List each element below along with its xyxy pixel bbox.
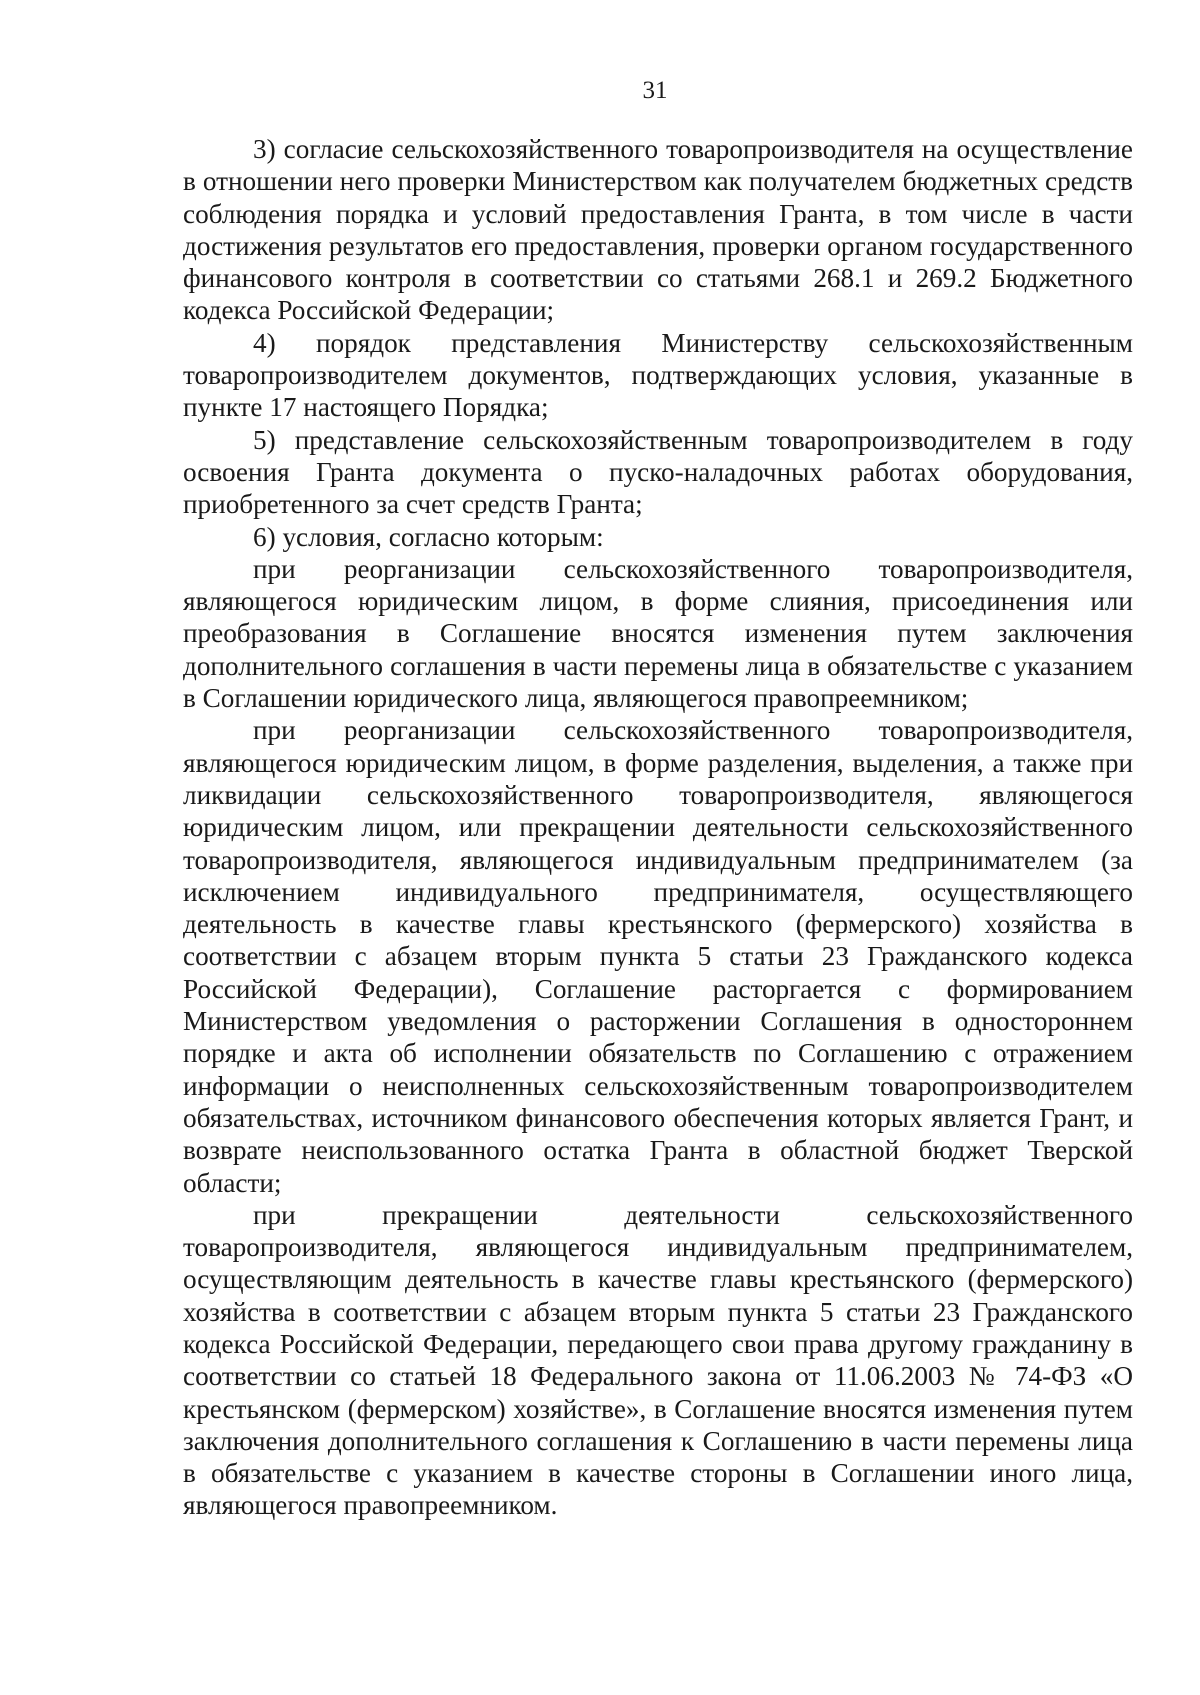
- paragraph-termination-farm-head: при прекращении деятельности сельскохозяйственного товаропроизводителя, являющегося индивидуальным предпринимателем, осуществляющим деятельность в качестве главы крестьянского (фермерского) хозяйства в соответствии с абзацем вторым пункта 5 статьи 23 Гражданского кодекса Российской Федерации, передающего свои права другому гражданину в соответствии со статьей 18 Федерального закона от 11.06.2003 № 74-ФЗ «О крестьянском (фермерском) хозяйстве», в Соглашение вносятся изменения путем заключения дополнительного соглашения к Соглашению в части перемены лица в обязательстве с указанием в качестве стороны в Соглашении иного лица, являющегося правопреемником.: [183, 1199, 1133, 1521]
- paragraph-item-3: 3) согласие сельскохозяйственного товаропроизводителя на осуществление в отношении него проверки Министерством как получателем бюджетных средств соблюдения порядка и условий предоставления Гранта, в том числе в части достижения результатов его предоставления, проверки органом государственного финансового контроля в соответствии со статьями 268.1 и 269.2 Бюджетного кодекса Российской Федерации;: [183, 134, 1133, 326]
- paragraph-item-4: 4) порядок представления Министерству сельскохозяйственным товаропроизводителем документов, подтверждающих условия, указанные в пункте 17 настоящего Порядка;: [183, 327, 1133, 423]
- paragraph-item-6: 6) условия, согласно которым:: [253, 521, 604, 552]
- document-body: [183, 133, 1133, 1522]
- paragraph-item-5: 5) представление сельскохозяйственным товаропроизводителем в году освоения Гранта документа о пуско-наладочных работах оборудования, приобретенного за счет средств Гранта;: [183, 424, 1133, 520]
- page-number: 31: [642, 77, 668, 104]
- paragraph-reorganization-merger: при реорганизации сельскохозяйственного товаропроизводителя, являющегося юридическим лицом, в форме слияния, присоединения или преобразования в Соглашение вносятся изменения путем заключения дополнительного соглашения в части перемены лица в обязательстве с указанием в Соглашении юридического лица, являющегося правопреемником;: [183, 553, 1133, 714]
- paragraph-reorganization-division: при реорганизации сельскохозяйственного товаропроизводителя, являющегося юридическим лицом, в форме разделения, выделения, а также при ликвидации сельскохозяйственного товаропроизводителя, являющегося юридическим лицом, или прекращении деятельности сельскохозяйственного товаропроизводителя, являющегося индивидуальным предпринимателем (за исключением индивидуального предпринимателя, осуществляющего деятельность в качестве главы крестьянского (фермерского) хозяйства в соответствии с абзацем вторым пункта 5 статьи 23 Гражданского кодекса Российской Федерации), Соглашение расторгается с формированием Министерством уведомления о расторжении Соглашения в одностороннем порядке и акта об исполнении обязательств по Соглашению с отражением информации о неисполненных сельскохозяйственным товаропроизводителем обязательствах, источником финансового обеспечения которых является Грант, и возврате неиспользованного остатка Гранта в областной бюджет Тверской области;: [183, 715, 1133, 1198]
